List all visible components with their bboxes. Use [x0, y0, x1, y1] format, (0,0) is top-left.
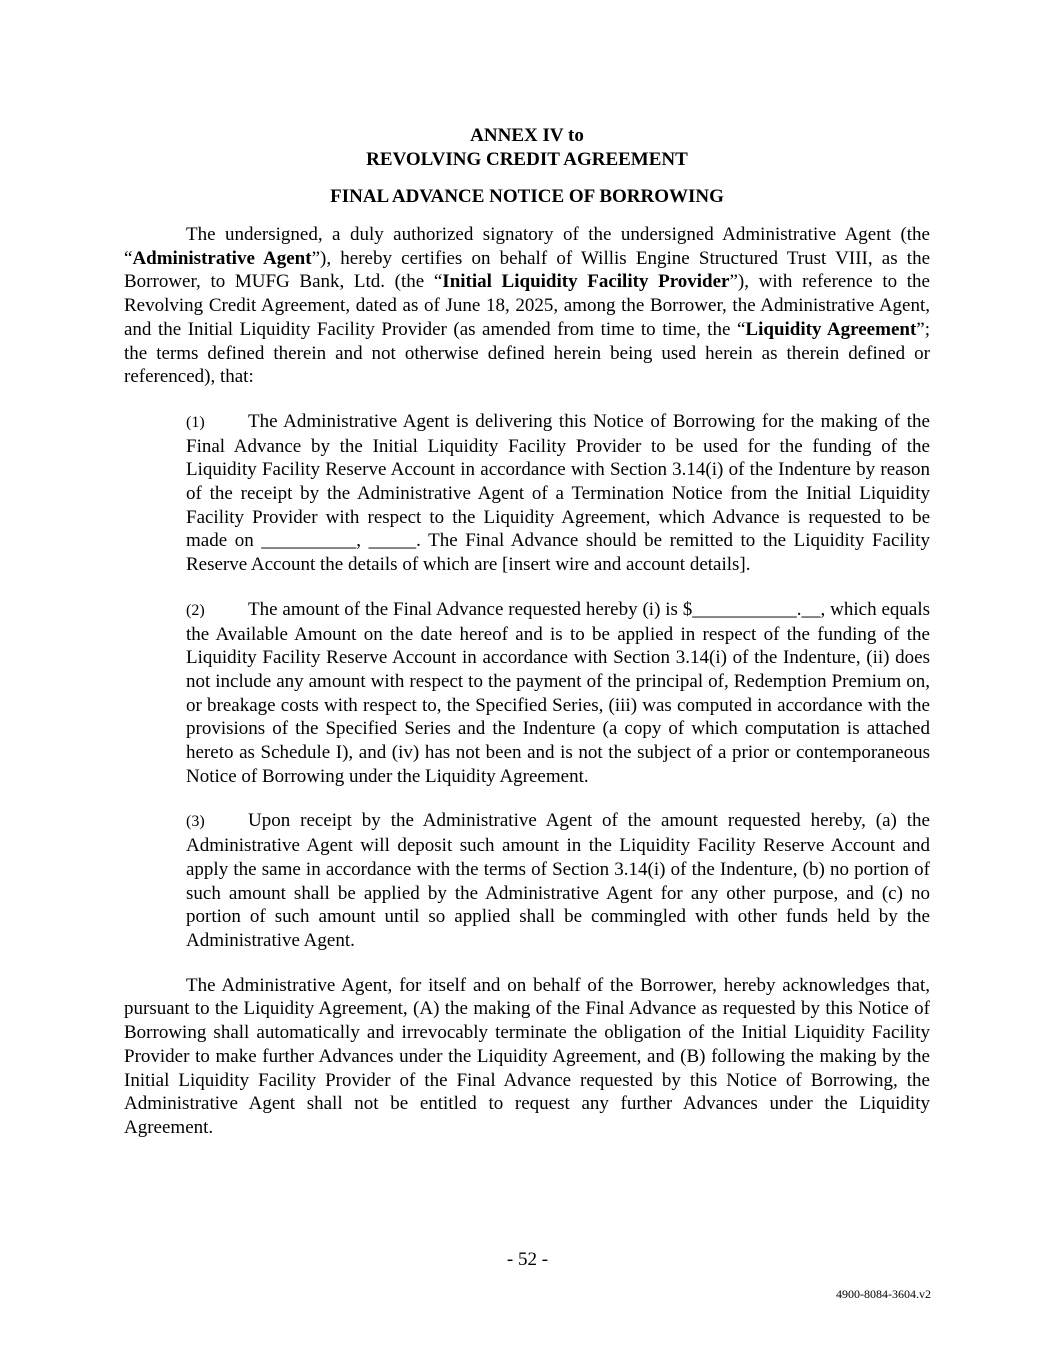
agreement-title: REVOLVING CREDIT AGREEMENT	[366, 149, 688, 170]
item-text: The amount of the Final Advance requested hereby (i) is $___________.__, which equals the Available Amount on the date hereof and is to be applied in respect of the funding of the Liquidity Facility Reserve Account in accordance with Section 3.14(i) of the Indenture, (ii) does not include any amount with respect to the payment of the principal of, Redemption Premium on, or breakage costs with respect to, the Specified Series, (iii) was computed in accordance with the provisions of the Specified Series and the Indenture (a copy of which computation is attached hereto as Schedule I), and (iv) has not been and is not the subject of a prior or contemporaneous Notice of Borrowing under the Liquidity Agreement.	[186, 598, 930, 787]
defined-term-liquidity-agreement: Liquidity Agreement	[745, 318, 917, 340]
page-number: - 52 -	[506, 1249, 549, 1270]
defined-term-administrative-agent: Administrative Agent	[132, 247, 312, 269]
item-number: (1)	[186, 413, 205, 431]
intro-text-4: ”; the terms defined therein and not otherwise defined herein being used herein as therein defined or referenced), that:	[124, 318, 930, 388]
intro-text-1: The undersigned, a duly authorized signatory of the undersigned Administrative Agent (the “	[124, 224, 930, 269]
numbered-paragraph-3	[186, 809, 930, 952]
notice-title: FINAL ADVANCE NOTICE OF BORROWING	[330, 186, 724, 207]
closing-paragraph: The Administrative Agent, for itself and on behalf of the Borrower, hereby acknowledges that, pursuant to the Liquidity Agreement, (A) the making of the Final Advance as requested by this Notice of Borrowing shall automatically and irrevocably terminate the obligation of the Initial Liquidity Facility Provider to make further Advances under the Liquidity Agreement, and (B) following the making by the Initial Liquidity Facility Provider of the Final Advance requested by this Notice of Borrowing, the Administrative Agent shall not be entitled to request any further Advances under the Liquidity Agreement.	[124, 974, 930, 1138]
intro-paragraph	[124, 223, 930, 389]
item-number: (3)	[186, 813, 205, 831]
item-text: The Administrative Agent is delivering this Notice of Borrowing for the making of the Final Advance by the Initial Liquidity Facility Provider to be used for the funding of the Liquidity Facility Reserve Account in accordance with Section 3.14(i) of the Indenture by reason of the receipt by the Administrative Agent of a Termination Notice from the Initial Liquidity Facility Provider with respect to the Liquidity Agreement, which Advance is requested to be made on __________, _____. The Final Advance should be remitted to the Liquidity Facility Reserve Account the details of which are [insert wire and account details].	[186, 410, 930, 576]
item-text: Upon receipt by the Administrative Agent of the amount requested hereby, (a) the Administrative Agent will deposit such amount in the Liquidity Facility Reserve Account and apply the same in accordance with the terms of Section 3.14(i) of the Indenture, (b) no portion of such amount shall be applied by the Administrative Agent for any other purpose, and (c) no portion of such amount until so applied shall be commingled with other funds held by the Administrative Agent.	[186, 810, 930, 951]
numbered-paragraph-1	[186, 410, 930, 577]
defined-term-initial-liquidity-facility-provider: Initial Liquidity Facility Provider	[442, 271, 730, 293]
intro-text-2: ”), hereby certifies on behalf of Willis Engine Structured Trust VIII, as the Borrower, to MUFG Bank, Ltd. (the “	[124, 247, 931, 293]
numbered-paragraph-2	[186, 598, 930, 789]
intro-text-3: ”), with reference to the Revolving Credit Agreement, dated as of June 18, 2025, among the Borrower, the Administrative Agent, and the Initial Liquidity Facility Provider (as amended from time to time, the “	[124, 271, 930, 340]
document-id: 4900-8084-3604.v2	[836, 1287, 931, 1301]
item-number: (2)	[186, 601, 205, 619]
annex-label: ANNEX IV to	[470, 125, 584, 146]
document-page	[124, 124, 930, 1140]
